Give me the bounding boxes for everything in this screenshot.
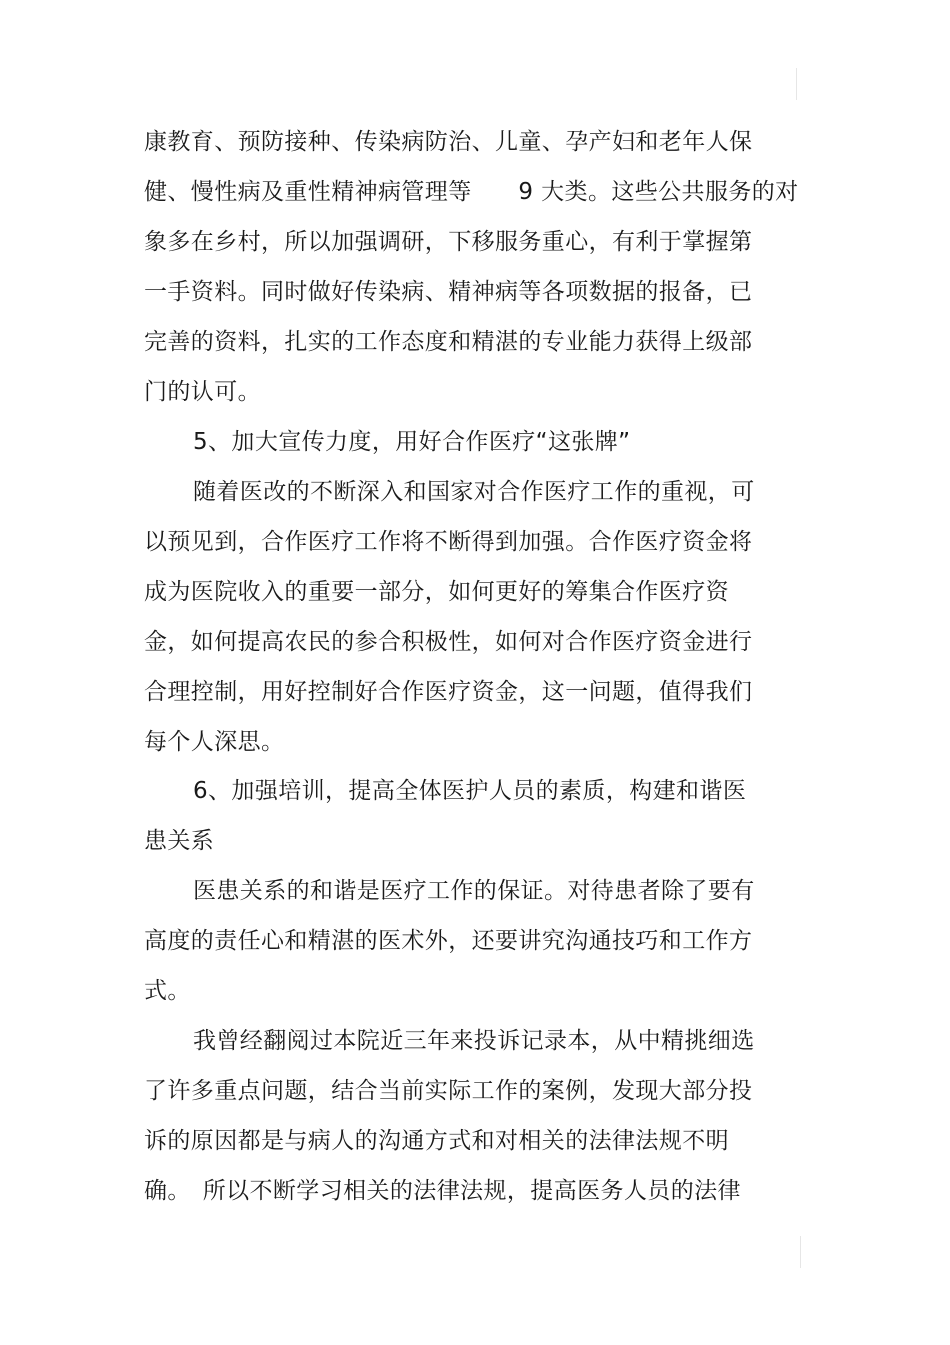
text-line: 象多在乡村，所以加强调研，下移服务重心，有利于掌握第	[144, 229, 753, 255]
corner-mark-bottom-right	[800, 1236, 801, 1268]
text-line: 诉的原因都是与病人的沟通方式和对相关的法律法规不明	[144, 1128, 729, 1154]
text-line: 成为医院收入的重要一部分，如何更好的筹集合作医疗资	[144, 579, 729, 605]
text-line: 以预见到，合作医疗工作将不断得到加强。合作医疗资金将	[144, 529, 753, 555]
text-line: 医患关系的和谐是医疗工作的保证。对待患者除了要有	[193, 878, 755, 904]
text-line: 确。 所以不断学习相关的法律法规，提高医务人员的法律	[144, 1178, 741, 1204]
text-line: 了许多重点问题，结合当前实际工作的案例，发现大部分投	[144, 1078, 753, 1104]
text-line: 合理控制，用好控制好合作医疗资金，这一问题，值得我们	[144, 679, 753, 705]
section-heading-6: 6、加强培训，提高全体医护人员的素质，构建和谐医	[193, 778, 747, 804]
text-line: 完善的资料，扎实的工作态度和精湛的专业能力获得上级部	[144, 329, 753, 355]
text-line: 高度的责任心和精湛的医术外，还要讲究沟通技巧和工作方	[144, 928, 753, 954]
text-line: 式。	[144, 978, 191, 1004]
text-line: 每个人深思。	[144, 729, 285, 755]
text-line: 金，如何提高农民的参合积极性，如何对合作医疗资金进行	[144, 629, 753, 655]
text-line: 健、慢性病及重性精神病管理等 9 大类。这些公共服务的对	[144, 179, 799, 205]
text-line: 随着医改的不断深入和国家对合作医疗工作的重视，可	[193, 479, 755, 505]
corner-mark-top-right	[796, 68, 797, 100]
text-line: 康教育、预防接种、传染病防治、儿童、孕产妇和老年人保	[144, 129, 753, 155]
section-heading-6-cont: 患关系	[144, 828, 215, 854]
text-line: 门的认可。	[144, 379, 261, 405]
section-heading-5: 5、加大宣传力度，用好合作医疗“这张牌”	[193, 429, 631, 455]
text-line: 一手资料。同时做好传染病、精神病等各项数据的报备，已	[144, 279, 753, 305]
text-line: 我曾经翻阅过本院近三年来投诉记录本，从中精挑细选	[193, 1028, 755, 1054]
